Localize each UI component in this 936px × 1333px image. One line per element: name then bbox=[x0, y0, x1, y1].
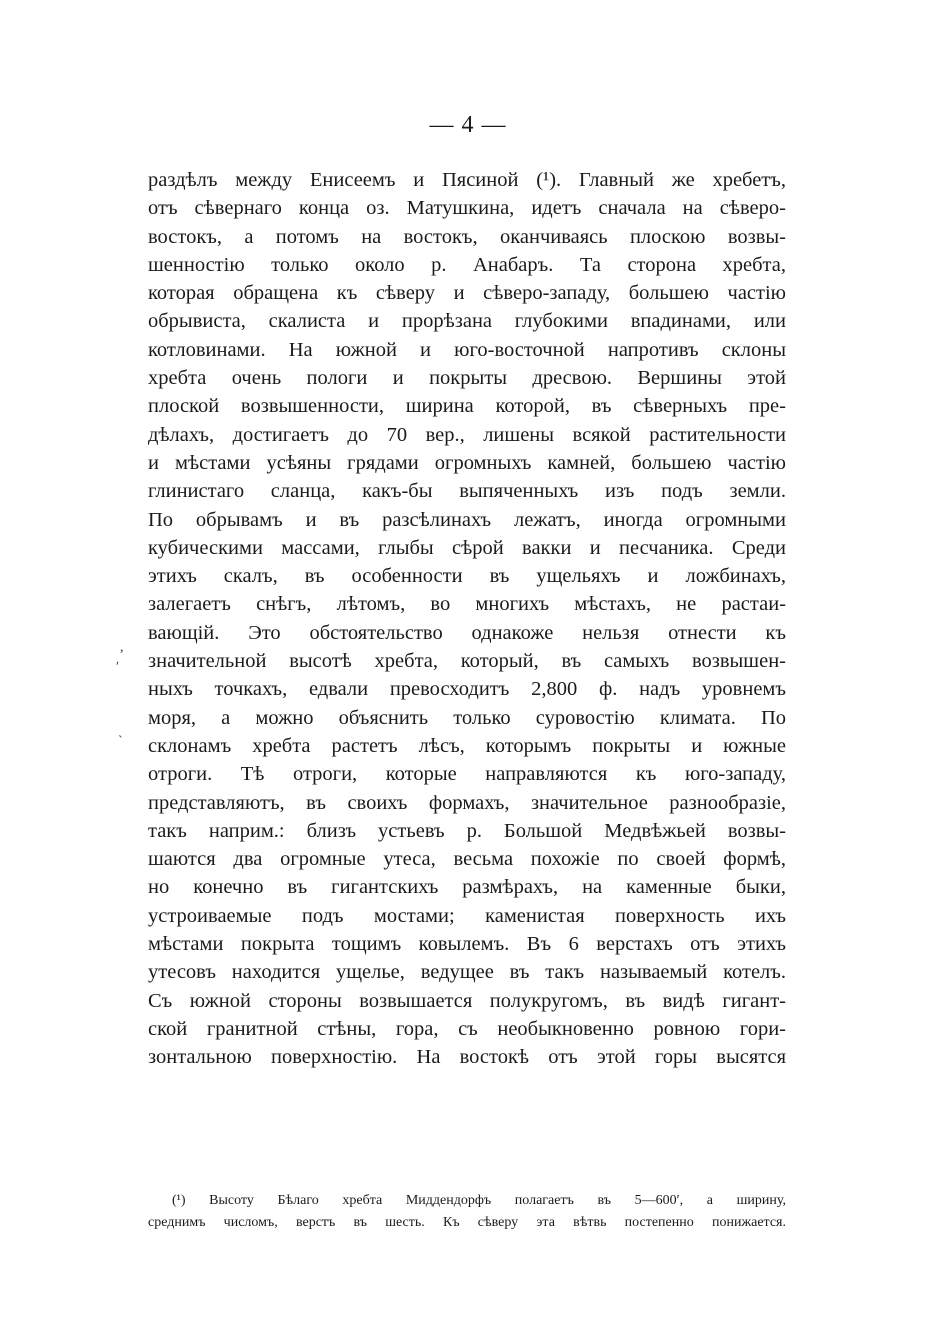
text-line: плоской возвышенности, ширина которой, въ сѣверныхъ пре- bbox=[148, 395, 786, 418]
text-line: хребта очень пологи и покрыты дресвою. Вершины этой bbox=[148, 367, 786, 390]
footnote-line: среднимъ числомъ, верстъ въ шесть. Къ сѣверу эта вѣтвь постепенно понижается. bbox=[148, 1215, 786, 1230]
page-number: — 4 — bbox=[429, 112, 507, 138]
text-line: представляютъ, въ своихъ формахъ, значительное разнообразіе, bbox=[148, 791, 786, 814]
text-line: утесовъ находится ущелье, ведущее въ такъ называемый котелъ. bbox=[148, 961, 786, 984]
text-line: ныхъ точкахъ, едвали превосходитъ 2,800 ф. надъ уровнемъ bbox=[148, 678, 786, 701]
text-line: залегаетъ снѣгъ, лѣтомъ, во многихъ мѣстахъ, не растаи- bbox=[148, 593, 786, 616]
text-line: дѣлахъ, достигаетъ до 70 вер., лишены всякой растительности bbox=[148, 423, 786, 446]
text-line: значительной высотѣ хребта, который, въ самыхъ возвышен- bbox=[148, 650, 786, 673]
text-line: устроиваемые подъ мостами; каменистая поверхность ихъ bbox=[148, 904, 786, 927]
text-line: но конечно въ гигантскихъ размѣрахъ, на каменные быки, bbox=[148, 876, 786, 899]
text-line: котловинами. На южной и юго-восточной напротивъ склоны bbox=[148, 338, 786, 361]
text-line: По обрывамъ и въ разсѣлинахъ лежатъ, иногда огромными bbox=[148, 508, 786, 531]
margin-speck: ˴ bbox=[118, 728, 123, 743]
footnote-line: (¹) Высоту Бѣлаго хребта Миддендорфъ полагаетъ въ 5—600′, а ширину, bbox=[172, 1193, 786, 1208]
text-line: мѣстами покрыта тощимъ ковылемъ. Въ 6 верстахъ отъ этихъ bbox=[148, 933, 786, 956]
text-line: кубическими массами, глыбы сѣрой вакки и песчаника. Среди bbox=[148, 536, 786, 559]
body-text bbox=[148, 166, 786, 1072]
text-line: обрывиста, скалиста и прорѣзана глубокими впадинами, или bbox=[148, 310, 786, 333]
text-line: отроги. Тѣ отроги, которые направляются къ юго-западу, bbox=[148, 763, 786, 786]
text-line: моря, а можно объяснить только суровостію климата. По bbox=[148, 706, 786, 729]
text-line: раздѣлъ между Енисеемъ и Пясиной (¹). Главный же хребетъ, bbox=[148, 169, 786, 191]
text-line: глинистаго сланца, какъ-бы выпяченныхъ изъ подъ земли. bbox=[148, 480, 786, 503]
text-line: востокъ, а потомъ на востокъ, оканчиваясь плоскою возвы- bbox=[148, 225, 786, 248]
text-line: отъ сѣвернаго конца оз. Матушкина, идетъ сначала на сѣверо- bbox=[148, 197, 786, 220]
text-line: ской гранитной стѣны, гора, съ необыкновенно ровною гори- bbox=[148, 1017, 786, 1040]
text-line: шенностію только около р. Анабаръ. Та сторона хребта, bbox=[148, 253, 786, 276]
text-line: такъ наприм.: близъ устьевъ р. Большой Медвѣжьей возвы- bbox=[148, 819, 786, 842]
text-line: которая обращена къ сѣверу и сѣверо-западу, большею частію bbox=[148, 282, 786, 305]
text-line: этихъ скалъ, въ особенности въ ущельяхъ и ложбинахъ, bbox=[148, 565, 786, 588]
text-line: зонтальною поверхностію. На востокѣ отъ этой горы высятся bbox=[148, 1046, 786, 1069]
margin-speck: ʹ bbox=[116, 660, 120, 675]
text-line: и мѣстами усѣяны грядами огромныхъ камней, большею частію bbox=[148, 451, 786, 474]
text-line: вающій. Это обстоятельство однакоже нельзя отнести къ bbox=[148, 621, 786, 644]
text-line: Съ южной стороны возвышается полукругомъ, въ видѣ гигант- bbox=[148, 989, 786, 1012]
footnote bbox=[148, 1190, 786, 1234]
margin-speck: , bbox=[120, 640, 124, 655]
text-line: склонамъ хребта растетъ лѣсъ, которымъ покрыты и южные bbox=[148, 734, 786, 757]
text-line: шаются два огромные утеса, весьма похожіе по своей формѣ, bbox=[148, 848, 786, 871]
